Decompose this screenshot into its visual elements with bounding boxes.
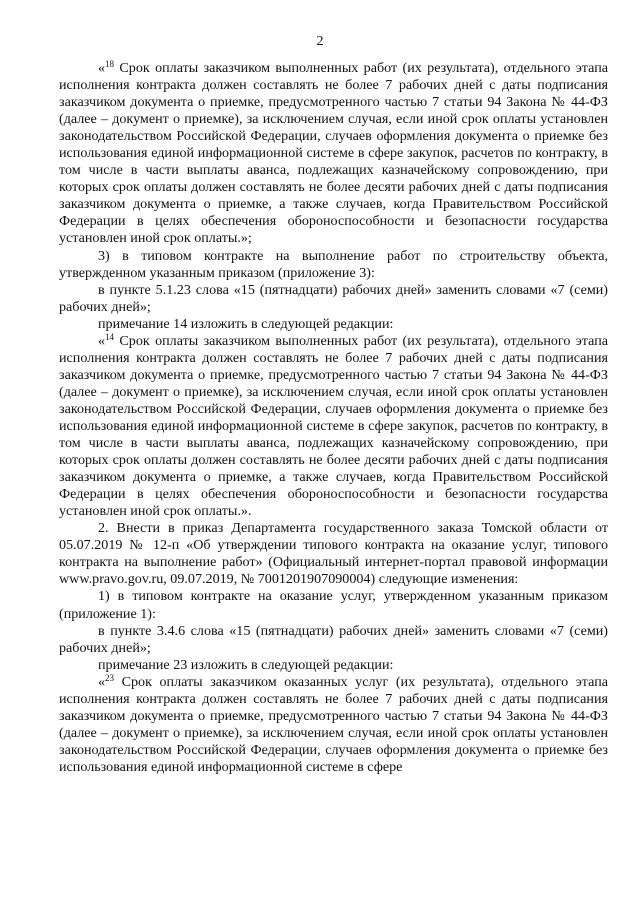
opening-quote: « — [98, 673, 106, 690]
footnote-marker: 23 — [105, 672, 115, 683]
paragraph — [59, 674, 608, 776]
paragraph-text: 2. Внести в приказ Департамента государственного заказа Томской области от 05.07.2019 № 12-п «Об утверждении типового контракта на оказание услуг, типового контракта на выполнение работ» (Официальный интернет-портал правовой информации www.pravo.gov.ru, 09.07.2019, № 7001201907090004) следующие изменения: — [59, 520, 608, 588]
paragraph — [59, 282, 608, 316]
paragraph-text: 1) в типовом контракте на оказание услуг, утвержденном указанным приказом (приложение 1): — [59, 588, 608, 622]
paragraph-text: в пункте 3.4.6 слова «15 (пятнадцати) рабочих дней» заменить словами «7 (семи) рабочих дней»; — [59, 622, 608, 656]
footnote-marker: 14 — [105, 331, 115, 342]
paragraph — [59, 520, 608, 588]
opening-quote: « — [98, 332, 106, 349]
document-body — [59, 60, 608, 776]
paragraph — [59, 657, 608, 674]
paragraph-text: Срок оплаты заказчиком оказанных услуг (их результата), отдельного этапа исполнения контракта должен составлять не более 7 рабочих дней с даты подписания заказчиком документа о приемке, предусмотренного частью 7 статьи 94 Закона № 44-ФЗ (далее – документ о приемке), за исключением случая, если иной срок оплаты установлен законодательством Российской Федерации, случаев оформления документа о приемке без использования единой информационной системе в сфере — [59, 673, 608, 775]
opening-quote: « — [98, 60, 106, 76]
paragraph-text: примечание 14 изложить в следующей редакции: — [98, 315, 394, 332]
page-number: 2 — [316, 34, 324, 49]
paragraph-text: примечание 23 изложить в следующей редакции: — [98, 656, 394, 673]
paragraph — [59, 588, 608, 622]
paragraph-text: 3) в типовом контракте на выполнение работ по строительству объекта, утвержденном указанным приказом (приложение 3): — [59, 247, 608, 281]
paragraph-text: Срок оплаты заказчиком выполненных работ (их результата), отдельного этапа исполнения контракта должен составлять не более 7 рабочих дней с даты подписания заказчиком документа о приемке, предусмотренного частью 7 статьи 94 Закона № 44-ФЗ (далее – документ о приемке), за исключением случая, если иной срок оплаты установлен законодательством Российской Федерации, случаев оформления документа о приемке без использования единой информационной системе в сфере закупок, расчетов по контракту, в том числе в части выплаты аванса, подлежащих казначейскому сопровождению, при которых срок оплаты должен составлять не более десяти рабочих дней с даты подписания заказчиком документа о приемке, а также случаев, когда Правительством Российской Федерации в целях обеспечения обороноспособности и безопасности государства установлен иной срок оплаты.». — [59, 332, 608, 520]
paragraph — [59, 248, 608, 282]
footnote-marker: 18 — [105, 59, 115, 69]
paragraph-text: Срок оплаты заказчиком выполненных работ (их результата), отдельного этапа исполнения контракта должен составлять не более 7 рабочих дней с даты подписания заказчиком документа о приемке, предусмотренного частью 7 статьи 94 Закона № 44-ФЗ (далее – документ о приемке), за исключением случая, если иной срок оплаты установлен законодательством Российской Федерации, случаев оформления документа о приемке без использования единой информационной системе в сфере закупок, расчетов по контракту, в том числе в части выплаты аванса, подлежащих казначейскому сопровождению, при которых срок оплаты должен составлять не более десяти рабочих дней с даты подписания заказчиком документа о приемке, а также случаев, когда Правительством Российской Федерации в целях обеспечения обороноспособности и безопасности государства установлен иной срок оплаты.»; — [59, 60, 608, 247]
paragraph-text: в пункте 5.1.23 слова «15 (пятнадцати) рабочих дней» заменить словами «7 (семи) рабочих дней»; — [59, 281, 608, 315]
paragraph — [59, 333, 608, 521]
paragraph — [59, 623, 608, 657]
paragraph — [59, 60, 608, 248]
paragraph — [59, 316, 608, 333]
